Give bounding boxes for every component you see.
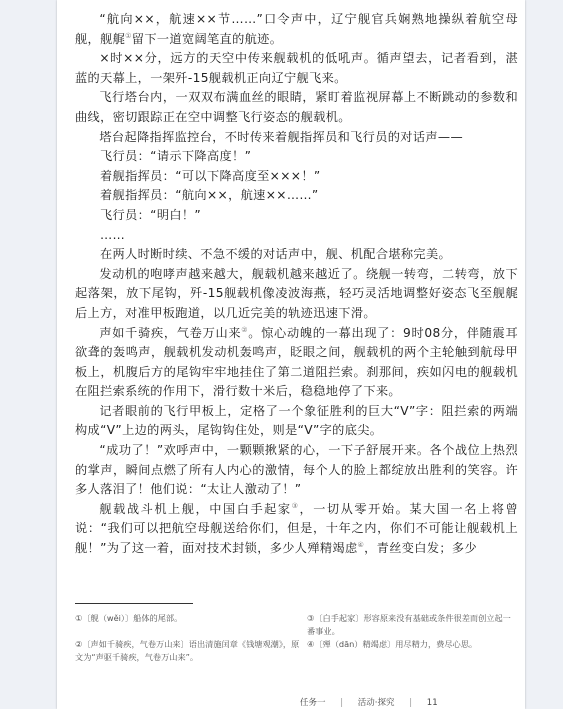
paragraph: 在两人时断时续、不急不缓的对话声中，舰、机配合堪称完美。 (100, 247, 452, 262)
footnote: ②〔声如千骑疾，气卷万山来〕语出清施闰章《钱塘观潮》，原文为“声驱千骑疾，气卷万山来”。 (75, 639, 300, 662)
footnote: ④〔殚（dān）精竭虑〕用尽精力，费尽心思。 (307, 639, 478, 649)
footnote-ref[interactable]: ③ (291, 501, 300, 510)
dialog-line: …… (100, 227, 126, 242)
paragraph: 飞行塔台内，一双双布满血丝的眼睛，紧盯着监视屏幕上不断跳动的参数和曲线，密切跟踪正在空中调整飞行姿态的舰载机。 (75, 90, 518, 124)
dialog-line: 着舰指挥员：“可以下降高度至×××！” (100, 168, 321, 183)
footnote-ref[interactable]: ② (241, 325, 249, 334)
paragraph: “航向××，航速××节……”口令声中，辽宁舰官兵娴熟地操纵着航空母舰，舰艉①留下一道宽阔笔直的航迹。 (75, 12, 518, 46)
footnote: ①〔舰（wěi）〕船体的尾部。 (75, 613, 183, 623)
footnotes (75, 612, 518, 664)
footer-separator: | (409, 698, 413, 708)
footnote-ref[interactable]: ① (125, 31, 132, 40)
paragraph: 发动机的咆哮声越来越大，舰载机越来越近了。绕舰一转弯，二转弯，放下起落架，放下尾钩，歼-15舰载机像凌波海燕，轻巧灵活地调整好姿态飞至舰艉后上方，对准甲板跑道，以几近完美的轨迹迅速下滑。 (75, 266, 518, 320)
dialog-line: 飞行员：“明白！” (100, 207, 202, 222)
footer-activity: 活动·探究 (357, 698, 395, 708)
viewer-left-margin (0, 0, 57, 709)
paragraph: 声如千骑疾，气卷万山来②。惊心动魄的一幕出现了：9时08分，伴随震耳欲聋的轰鸣声，舰载机发动机轰鸣声，眨眼之间，舰载机的两个主轮触到航母甲板上，机腹后方的尾钩牢牢地挂住了第二道阻拦索。刹那间，疾如闪电的舰载机在阻拦索系统的作用下，滑行数十米后，稳稳地停了下来。 (75, 325, 518, 399)
page-footer (300, 696, 525, 708)
dialog-line: 飞行员：“请示下降高度！” (100, 149, 252, 164)
viewer-right-margin (525, 0, 563, 709)
footnote-ref[interactable]: ④ (357, 540, 365, 549)
footer-separator: | (340, 698, 344, 708)
footnote: ③〔白手起家〕形容原来没有基础或条件很差而创立起一番事业。 (307, 613, 511, 636)
page-number: 11 (426, 698, 438, 708)
paragraph: “成功了！”欢呼声中，一颗颗揪紧的心，一下子舒展开来。各个战位上热烈的掌声，瞬间点燃了所有人内心的激情，每个人的脸上都绽放出胜利的笑容。许多人落泪了！他们说：“太让人激动了！” (75, 443, 518, 497)
footnote-divider (75, 603, 193, 604)
paragraph: 记者眼前的飞行甲板上，定格了一个象征胜利的巨大“V”字：阻拦索的两端构成“V”上边的两头，尾钩钩住处，则是“V”字的底尖。 (75, 403, 518, 438)
footer-section: 任务一 (300, 698, 326, 708)
article-body (75, 10, 518, 559)
paragraph: 舰载战斗机上舰，中国白手起家③，一切从零开始。某大国一名上将曾说：“我们可以把航空母舰送给你们，但是，十年之内，你们不可能让舰载机上舰！”为了这一着，面对技术封锁，多少人殚精竭虑④，青丝变白发；多少 (75, 501, 518, 556)
paragraph: ×时××分，远方的天空中传来舰载机的低吼声。循声望去，记者看到，湛蓝的天幕上，一架歼-15舰载机正向辽宁舰飞来。 (75, 51, 518, 85)
dialog-line: 着舰指挥员：“航向××，航速××……” (100, 188, 319, 203)
paragraph: 塔台起降指挥监控台，不时传来着舰指挥员和飞行员的对话声—— (99, 129, 463, 144)
